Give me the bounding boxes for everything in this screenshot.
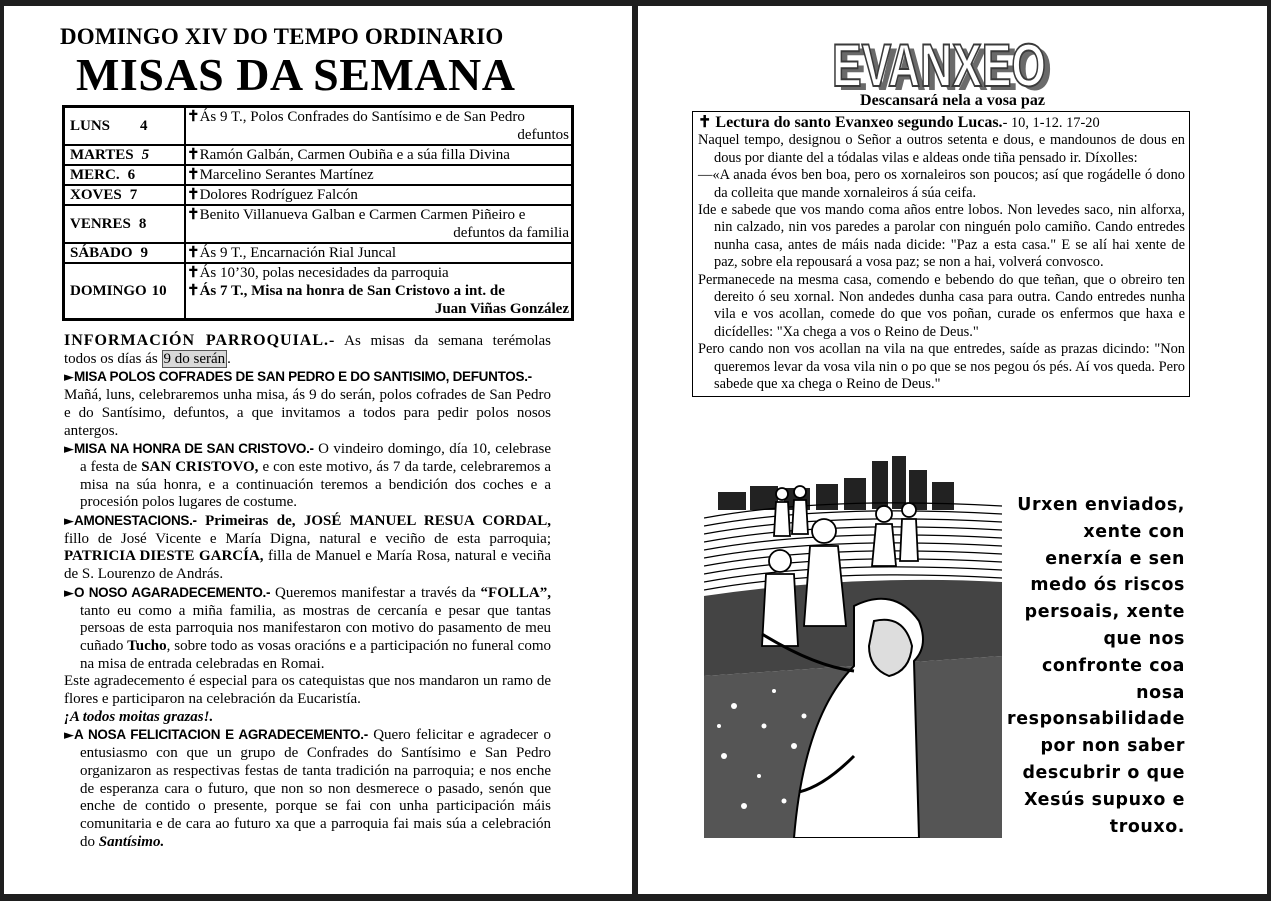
gospel-reference: - 10, 1-12. 17-20 (1002, 115, 1100, 131)
quote-line: que nos (1103, 628, 1185, 649)
day-name: VENRES (70, 216, 131, 232)
cross-icon: ✝ (187, 265, 200, 281)
masses-title: MISAS DA SEMANA (76, 49, 516, 100)
section-confrades-heading (64, 368, 551, 387)
day-number: 5 (141, 147, 150, 163)
bullet-arrow-icon: ► (64, 585, 74, 601)
intention-line (187, 186, 569, 204)
time-highlight: 9 do serán (163, 350, 226, 367)
bullet-arrow-icon: ► (64, 728, 74, 744)
info-heading: INFORMACIÓN PARROQUIAL.- (64, 332, 336, 349)
day-name: MERC. (70, 167, 120, 183)
section-felicitacion (64, 726, 551, 851)
schedule-intention (185, 185, 572, 205)
intention-text: Ramón Galbán, Carmen Oubiña e a súa filla Divina (199, 147, 510, 163)
quote-line: nosa (1136, 682, 1185, 703)
text: O vindeiro domingo, día 10, celebrase a festa de (80, 441, 551, 475)
bullet-arrow-icon: ► (64, 514, 74, 530)
mass-schedule-table (62, 105, 574, 321)
section-amonestacions (64, 512, 551, 584)
gospel-paragraph: Ide e sabede que vos mando coma años entre lobos. Non levedes saco, nin alforxa, nin calzado, nin vos paredes a parolar con ninguén polo camiño. Cando entredes nunha casa, antes de máis nada dicide: "Paz a esta casa." E se alí hai xente de paz, sobre ela repousará a vosa paz; se non a hai, volverá convosco. (698, 202, 1185, 271)
quote-line: xente con (1083, 521, 1185, 542)
cross-icon: ✝ (187, 109, 200, 125)
schedule-intention (185, 263, 572, 319)
quote-line: Xesús supuxo e (1024, 789, 1185, 810)
evanxeo-logo (828, 28, 1060, 100)
bullet-arrow-icon: ► (64, 370, 74, 386)
text: Quero felicitar e agradecer o entusiasmo con que un grupo de Confrades do Santísimo e San Pedro organizaron as respectivas festas de tanta tradición na parroquia; e nos enche de esperanza cara o futuro, que non so non desmerece o pasado, senón que enche de contido o presente, porque se fai con unha participación máis comunitaria e de cara ao futuro xa que a parroquia fai mais súa a celebración do (80, 727, 551, 850)
intention-line (187, 244, 569, 262)
schedule-intention (185, 107, 572, 145)
cross-icon: ✝ (187, 207, 200, 223)
text-bold: Tucho (127, 637, 167, 654)
day-number: 10 (151, 283, 167, 299)
gospel-title: Lectura do santo Evanxeo segundo Lucas. (711, 114, 1003, 131)
section-heading: A NOSA FELICITACION E AGRADECEMENTO.- (74, 727, 368, 743)
text-bold: “FOLLA”, (480, 584, 551, 601)
left-page (4, 6, 632, 894)
quote-line: medo ós riscos (1030, 575, 1185, 596)
schedule-intention (185, 243, 572, 263)
schedule-day (64, 263, 185, 319)
schedule-row (64, 145, 572, 165)
schedule-row (64, 263, 572, 319)
schedule-day (64, 145, 185, 165)
info-intro (64, 332, 551, 368)
reflection-quote (983, 492, 1185, 840)
section-heading: O NOSO AGARADECEMENTO.- (74, 584, 271, 600)
cross-icon: ✝ (187, 283, 200, 299)
schedule-day (64, 243, 185, 263)
section-heading: AMONESTACIONS.- (74, 513, 197, 529)
schedule-row (64, 107, 572, 145)
schedule-row (64, 165, 572, 185)
text-bold: Primeiras de, JOSÉ MANUEL RESUA CORDAL, (196, 513, 551, 530)
quote-line: enerxía e sen (1045, 548, 1185, 569)
schedule-intention (185, 205, 572, 243)
schedule-intention (185, 145, 572, 165)
intention-line (187, 300, 569, 318)
quote-line: persoais, xente (1024, 602, 1185, 623)
gospel-paragraph: Pero cando non vos acollan na vila na que entredes, saíde as prazas dicindo: "Non queremos levar da vosa vila nin o po que se nos pegou ós pés. Aí vos queda. Pero sabede que xa chega o Reino de Deus." (698, 341, 1185, 393)
gospel-title-line (698, 114, 1185, 132)
schedule-day (64, 205, 185, 243)
quote-line: por non saber (1040, 736, 1185, 757)
cross-icon: ✝ (698, 114, 712, 131)
gospel-paragraph: —«A anada évos ben boa, pero os xornaleiros son poucos; así que rogádelle ó dono da colleita que mande xornaleiros á súa ceifa. (698, 167, 1185, 201)
section-agradecemento-extra: Este agradecemento é especial para os catequistas que nos mandaron un ramo de flores e participaron na celebración da Eucaristía. (64, 673, 551, 708)
intention-text: Dolores Rodríguez Falcón (199, 187, 358, 203)
quote-line: Urxen enviados, (1017, 495, 1185, 515)
intention-text: defuntos da familia (453, 225, 569, 241)
cross-icon: ✝ (187, 187, 200, 203)
day-number: 8 (138, 216, 147, 232)
schedule-day (64, 107, 185, 145)
day-name: XOVES (70, 187, 122, 203)
intention-line (187, 224, 569, 242)
day-number: 6 (127, 167, 136, 183)
day-name: DOMINGO (70, 283, 147, 299)
schedule-row (64, 185, 572, 205)
intention-line (187, 108, 569, 126)
section-heading: MISA POLOS COFRADES DE SAN PEDRO E DO SANTISIMO, DEFUNTOS.- (74, 369, 532, 385)
cross-icon: ✝ (187, 167, 200, 183)
intention-text: Benito Villanueva Galban e Carmen Carmen Piñeiro e (199, 207, 526, 223)
intention-line (187, 206, 569, 224)
bullet-arrow-icon: ► (64, 442, 74, 458)
schedule-row (64, 205, 572, 243)
intention-text: Marcelino Serantes Martínez (199, 167, 374, 183)
text-bold: SAN CRISTOVO, (141, 458, 259, 475)
text: e con este motivo, ás 7 da tarde, celebraremos a misa na súa honra, e a continuación teremos a bendición dos coches e a procesión polos lugares de costume. (80, 458, 552, 511)
day-number: 7 (129, 187, 138, 203)
gospel-reading-box (692, 111, 1190, 397)
logo-text: EVANXEO (832, 32, 1046, 99)
section-confrades-text: Mañá, luns, celebraremos unha misa, ás 9 do serán, polos cofrades de San Pedro e do Santísimo, defuntos, a que invitamos a todos para pedir polos nosos antergos. (64, 387, 551, 439)
intention-line (187, 166, 569, 184)
schedule-intention (185, 165, 572, 185)
text: tanto eu como a miña familia, as mostras de cercanía e pesar que tantas persoas de esta parroquia nos manifestaron con motivo do pasamento de meu cuñado (80, 602, 551, 654)
day-name: MARTES (70, 147, 134, 163)
day-number: 9 (140, 245, 149, 261)
gospel-paragraph: Permanecede na mesma casa, comendo e bebendo do que teñan, que o obreiro ten dereito ó seu xornal. Non andedes dunha casa para outra. Cando entredes nunha vila e vos acollan, comede do que vos poñan, curade os enfermos que haxa e dicídelles: "Xa chega a vos o Reino de Deus." (698, 271, 1185, 340)
right-page (638, 6, 1267, 894)
logo-shadow: EVANXEO (838, 36, 1052, 100)
intention-line (187, 126, 569, 144)
intention-line (187, 282, 569, 300)
thanks-line: ¡A todos moitas grazas!. (64, 708, 214, 725)
text: fillo de José Vicente e María Digna, natural e veciño de esta parroquia; (64, 530, 551, 547)
gospel-subtitle: Descansará nela a vosa paz (860, 92, 1045, 109)
intention-line (187, 146, 569, 164)
jesus-sending-disciples-illustration (704, 456, 1002, 838)
text: filla de Manuel e María Rosa, natural e veciña de S. Lourenzo de András. (64, 548, 551, 583)
sunday-heading: DOMINGO XIV DO TEMPO ORDINARIO (60, 24, 504, 49)
schedule-day (64, 185, 185, 205)
intention-text: defuntos (517, 127, 569, 143)
gospel-paragraph: Naquel tempo, designou o Señor a outros setenta e dous, e mandounos de dous en dous por diante del a tódalas vilas e aldeas onde tiña pensado ir. Díxolles: (698, 132, 1185, 166)
cross-icon: ✝ (187, 245, 200, 261)
info-intro-end: . (227, 350, 231, 367)
quote-line: responsabilidade (1007, 709, 1185, 730)
text: , sobre todo as vosas oracións e a participación no funeral como na misa de entrada celebradas en Romai. (80, 637, 551, 672)
intention-text: Ás 7 T., Misa na honra de San Cristovo a int. de (199, 283, 505, 299)
info-intro-text: As misas da semana terémolas todos os días ás (64, 333, 551, 367)
section-san-cristovo (64, 440, 551, 512)
parish-information (64, 332, 551, 851)
section-agradecemento (64, 584, 551, 674)
text: Queremos manifestar a través da (270, 584, 481, 601)
day-name: SÁBADO (70, 245, 133, 261)
day-number: 4 (140, 118, 148, 134)
schedule-row (64, 243, 572, 263)
intention-text: Juan Viñas González (434, 301, 569, 317)
schedule-day (64, 165, 185, 185)
intention-text: Ás 10’30, polas necesidades da parroquia (199, 265, 449, 281)
intention-text: Ás 9 T., Polos Confrades do Santísimo e de San Pedro (199, 109, 525, 125)
quote-line: descubrir o que (1022, 762, 1185, 783)
quote-line: trouxo. (1109, 816, 1185, 837)
cross-icon: ✝ (187, 147, 200, 163)
intention-line (187, 264, 569, 282)
section-heading: MISA NA HONRA DE SAN CRISTOVO.- (74, 441, 314, 457)
intention-text: Ás 9 T., Encarnación Rial Juncal (199, 245, 397, 261)
day-name: LUNS (70, 118, 111, 134)
text-bold: PATRICIA DIESTE GARCÍA, (64, 548, 264, 565)
text-bold-italic: Santísimo. (98, 833, 165, 850)
quote-line: confronte coa (1041, 655, 1185, 676)
